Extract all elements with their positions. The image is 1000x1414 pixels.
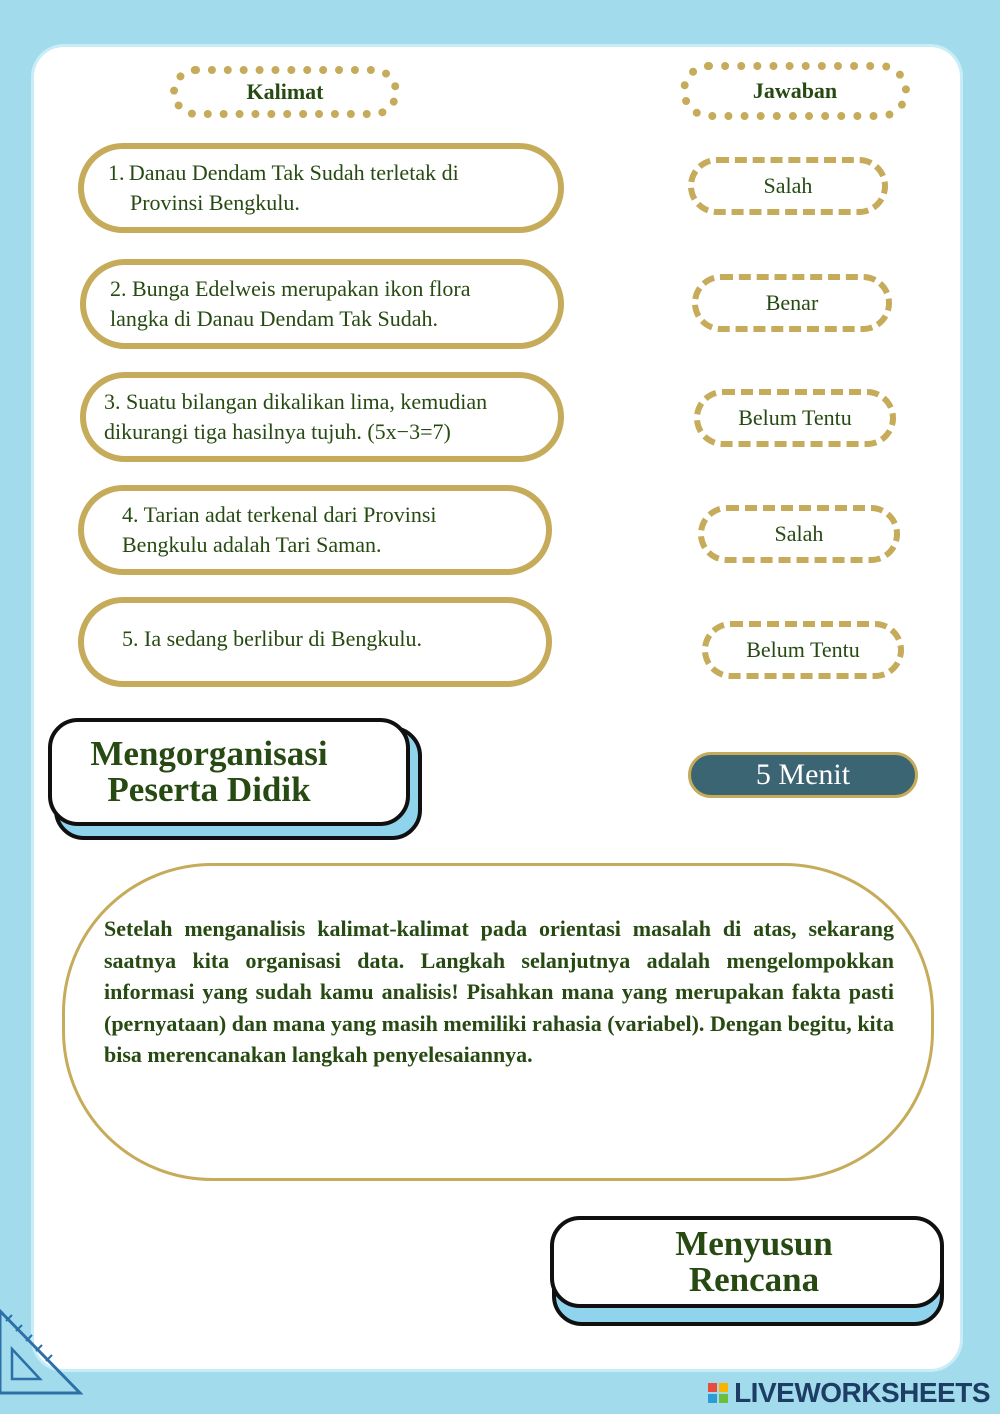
sentence-3-line-2: dikurangi tiga hasilnya tujuh. (5x−3=7) — [104, 419, 451, 444]
sentence-4-line-1: 4. Tarian adat terkenal dari Provinsi — [122, 502, 437, 527]
answer-2-value: Benar — [765, 290, 819, 315]
timer-badge — [688, 752, 918, 798]
sentence-1-line-2: Provinsi Bengkulu. — [108, 190, 300, 215]
answer-3-value: Belum Tentu — [738, 405, 852, 430]
section-title-rencana — [550, 1216, 944, 1308]
kalimat-header-label: Kalimat — [246, 79, 324, 104]
logo-mark-icon — [708, 1383, 728, 1403]
sentence-4-line-2: Bengkulu adalah Tari Saman. — [122, 532, 382, 557]
sentence-2-line-1: 2. Bunga Edelweis merupakan ikon flora — [110, 276, 471, 301]
jawaban-header-label: Jawaban — [752, 78, 838, 103]
logo-text: LIVEWORKSHEETS — [734, 1377, 990, 1408]
answer-dropdown-3[interactable] — [694, 389, 896, 447]
answer-5-value: Belum Tentu — [746, 637, 860, 662]
sentence-box-5 — [78, 597, 552, 687]
answer-dropdown-2[interactable] — [692, 274, 892, 332]
sentence-3-line-1: 3. Suatu bilangan dikalikan lima, kemudian — [104, 389, 488, 414]
section1-title-line1: Mengorganisasi — [90, 734, 328, 773]
sentence-box-4 — [78, 485, 552, 575]
sentence-1-line-1: 1. Danau Dendam Tak Sudah terletak di — [108, 160, 459, 185]
section2-title-line1: Menyusun — [675, 1224, 833, 1263]
answer-dropdown-1[interactable] — [688, 157, 888, 215]
sentence-box-2 — [80, 259, 564, 349]
sentence-box-3 — [80, 372, 564, 462]
answer-dropdown-5[interactable] — [702, 621, 904, 679]
answer-1-value: Salah — [763, 173, 813, 198]
sentence-2-line-2: langka di Danau Dendam Tak Sudah. — [110, 306, 438, 331]
kalimat-header — [170, 66, 400, 118]
triangle-ruler-icon — [0, 1305, 84, 1397]
instruction-paragraph: Setelah menganalisis kalimat-kalimat pada orientasi masalah di atas, sekarang saatnya kita organisasi data. Langkah selanjutnya adalah mengelompokkan informasi yang sudah kamu analisis! Pisahkan mana yang merupakan fakta pasti (pernyataan) dan mana yang masih memiliki rahasia (variabel). Dengan begitu, kita bisa merencanakan langkah penyelesaiannya. — [104, 916, 894, 1067]
sentence-box-1 — [78, 143, 564, 233]
answer-4-value: Salah — [774, 521, 824, 546]
sentence-5-line-1: 5. Ia sedang berlibur di Bengkulu. — [122, 626, 422, 651]
answer-dropdown-4[interactable] — [698, 505, 900, 563]
liveworksheets-logo — [708, 1378, 990, 1408]
timer-label: 5 Menit — [755, 758, 851, 791]
jawaban-header — [680, 62, 910, 120]
section-title-organisasi — [48, 718, 410, 826]
section1-title-line2: Peserta Didik — [107, 770, 311, 809]
section2-title-line2: Rencana — [688, 1260, 820, 1299]
